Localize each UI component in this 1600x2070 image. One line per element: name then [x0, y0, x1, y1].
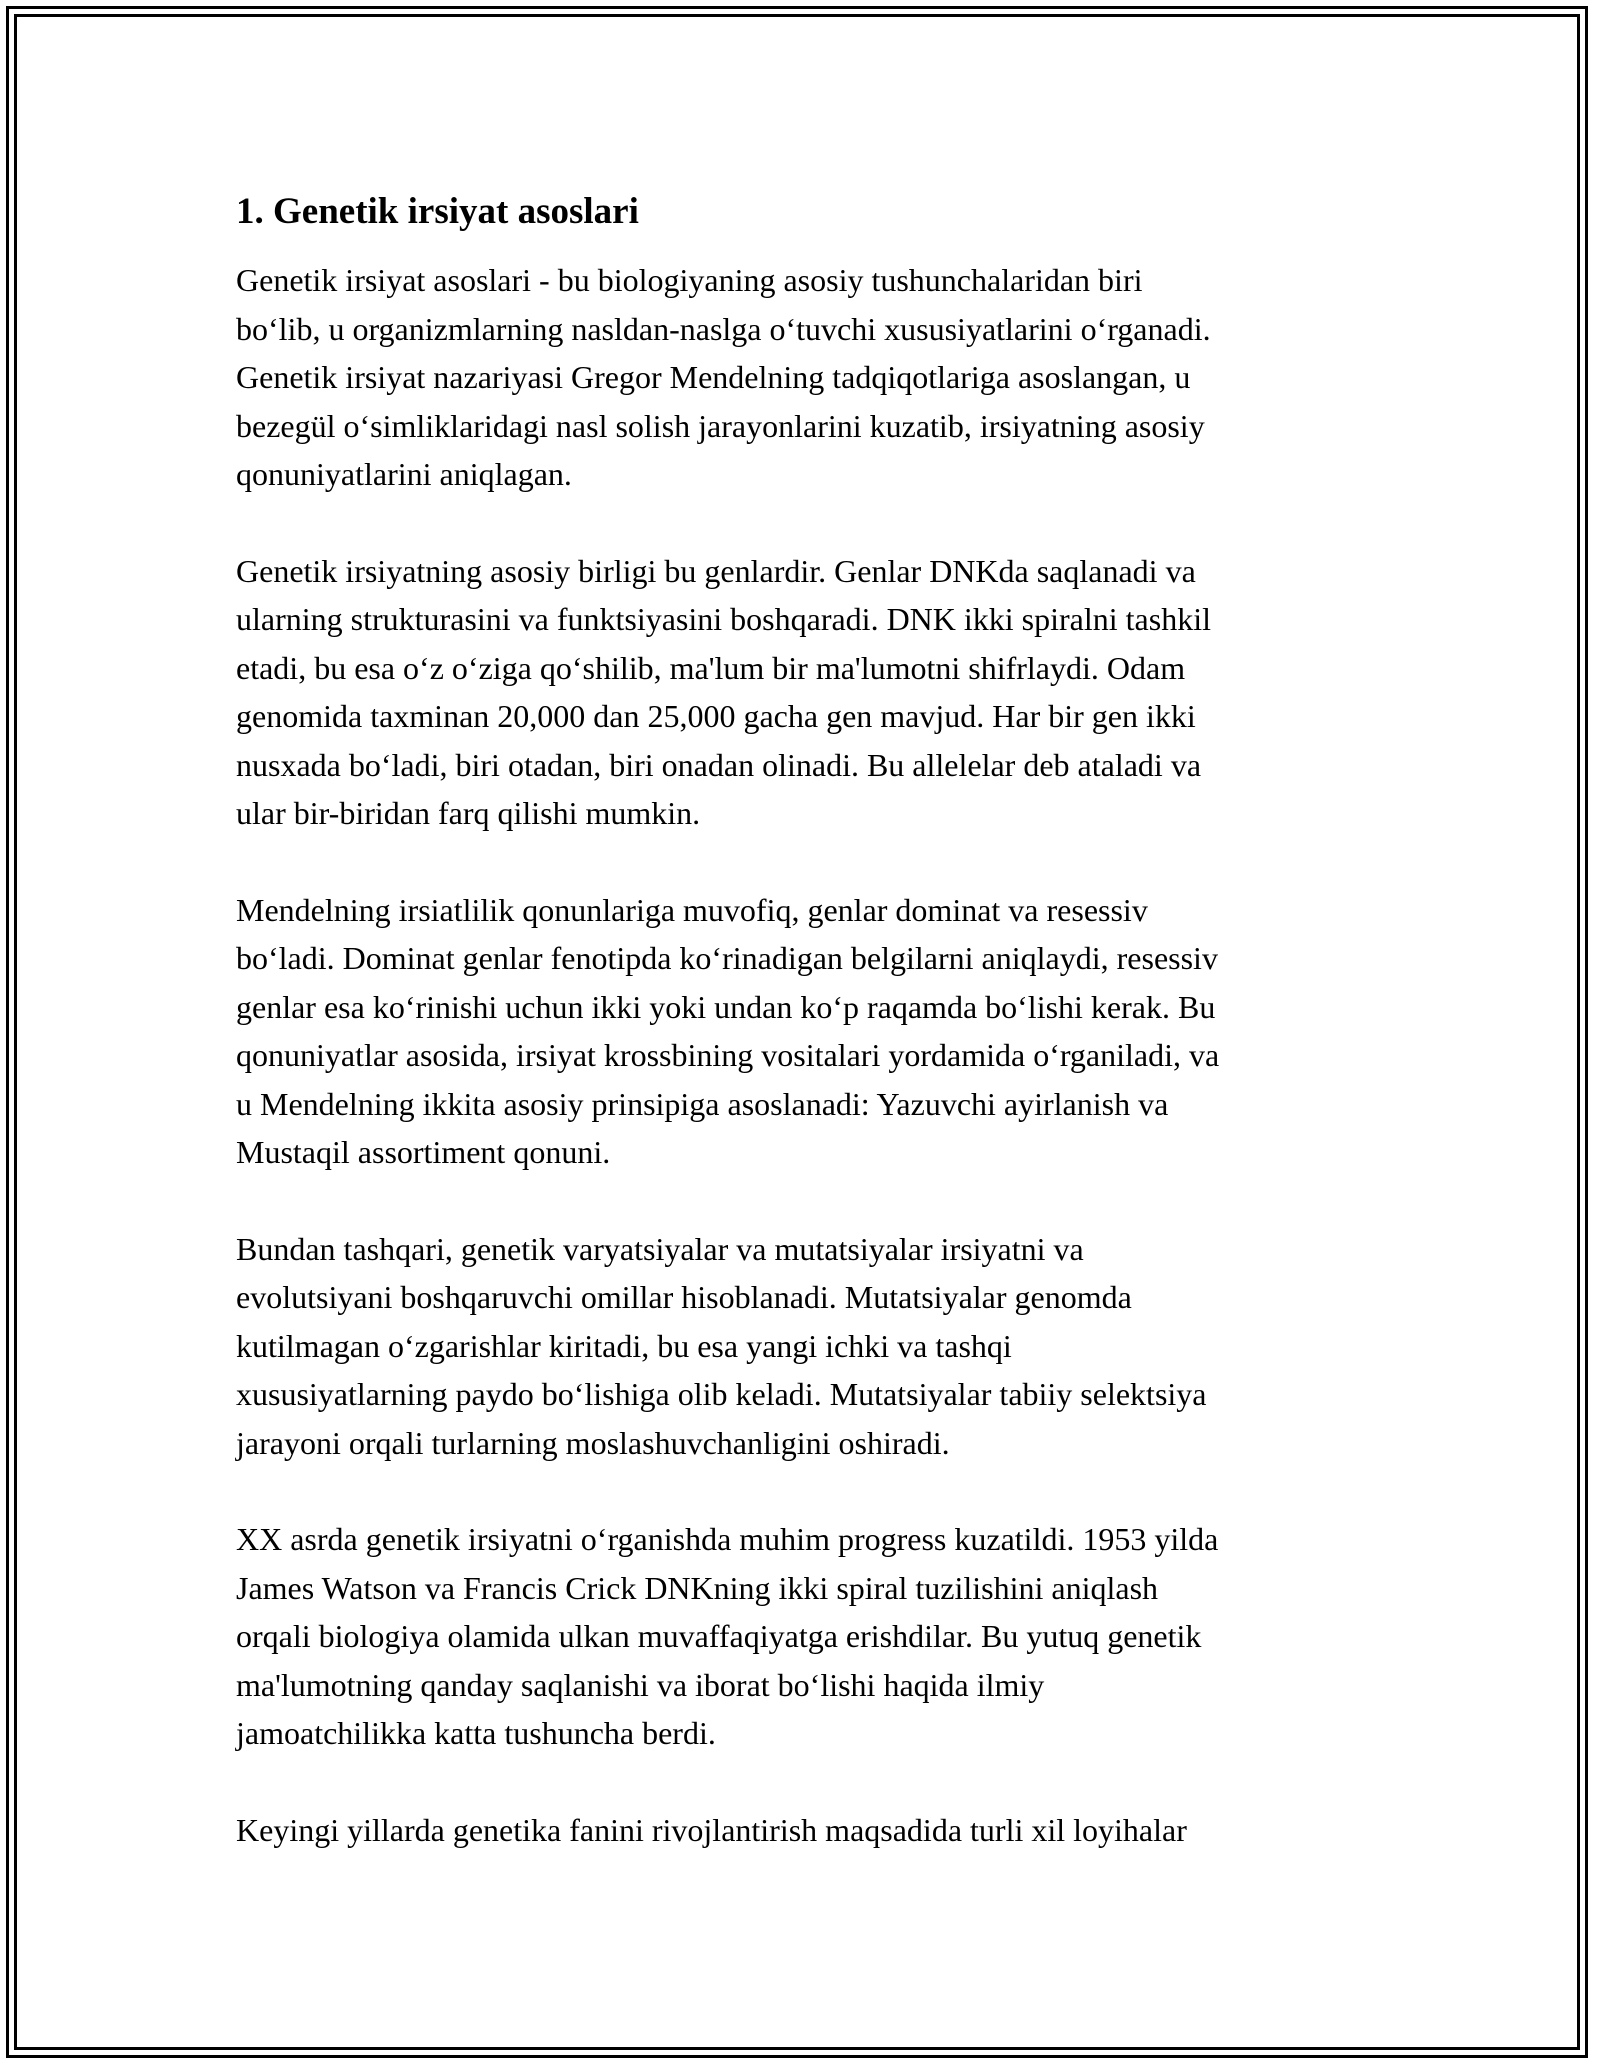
paragraph-line: Mustaqil assortiment qonuni. — [236, 1134, 611, 1170]
paragraph-line: Genetik irsiyat asoslari - bu biologiyaning asosiy tushunchalaridan biri — [236, 262, 1143, 298]
paragraph-line: James Watson va Francis Crick DNKning ikki spiral tuzilishini aniqlash — [236, 1569, 1159, 1606]
section-heading: 1. Genetik irsiyat asoslari — [236, 191, 639, 232]
paragraph-line: Bundan tashqari, genetik varyatsiyalar va mutatsiyalar irsiyatni va — [236, 1230, 1084, 1267]
body-paragraph — [236, 1806, 1376, 1855]
paragraph-line: nusxada boʻladi, biri otadan, biri onadan olinadi. Bu allelelar deb ataladi va — [236, 746, 1202, 783]
paragraph-line: genomida taxminan 20,000 dan 25,000 gacha gen mavjud. Har bir gen ikki — [236, 698, 1196, 734]
paragraph-line: evolutsiyani boshqaruvchi omillar hisoblanadi. Mutatsiyalar genomda — [236, 1279, 1132, 1315]
paragraph-line: ularning strukturasini va funktsiyasini boshqaradi. DNK ikki spiralni tashkil — [236, 601, 1211, 637]
body-paragraph — [236, 256, 1376, 499]
paragraph-line: qonuniyatlarini aniqlagan. — [236, 456, 572, 492]
body-paragraph — [236, 886, 1376, 1177]
body-paragraph — [236, 1515, 1376, 1758]
paragraph-line: etadi, bu esa oʻz oʻziga qoʻshilib, ma'lum bir ma'lumotni shifrlaydi. Odam — [236, 649, 1186, 686]
paragraph-line: kutilmagan oʻzgarishlar kiritadi, bu esa yangi ichki va tashqi — [236, 1327, 1012, 1364]
body-paragraph — [236, 1225, 1376, 1468]
paragraph-line: Genetik irsiyatning asosiy birligi bu genlardir. Genlar DNKda saqlanadi va — [236, 552, 1196, 589]
paragraph-list — [236, 256, 1376, 1854]
paragraph-line: boʻladi. Dominat genlar fenotipda koʻrinadigan belgilarni aniqlaydi, resessiv — [236, 940, 1218, 976]
paragraph-line: boʻlib, u organizmlarning nasldan-naslga oʻtuvchi xususiyatlarini oʻrganadi. — [236, 310, 1211, 347]
paragraph-line: jarayoni orqali turlarning moslashuvchanligini oshiradi. — [236, 1424, 950, 1461]
paragraph-line: ma'lumotning qanday saqlanishi va iborat boʻlishi haqida ilmiy — [236, 1666, 1045, 1703]
body-paragraph — [236, 547, 1376, 838]
paragraph-line: orqali biologiya olamida ulkan muvaffaqiyatga erishdilar. Bu yutuq genetik — [236, 1618, 1202, 1654]
paragraph-line: ular bir-biridan farq qilishi mumkin. — [236, 795, 701, 831]
paragraph-line: jamoatchilikka katta tushuncha berdi. — [236, 1715, 716, 1751]
paragraph-line: qonuniyatlar asosida, irsiyat krossbining vositalari yordamida oʻrganiladi, va — [236, 1037, 1220, 1073]
paragraph-line: Mendelning irsiatlilik qonunlariga muvofiq, genlar dominat va resessiv — [236, 891, 1148, 928]
paragraph-line: u Mendelning ikkita asosiy prinsipiga asoslanadi: Yazuvchi ayirlanish va — [236, 1085, 1169, 1122]
paragraph-line: Keyingi yillarda genetika fanini rivojlantirish maqsadida turli xil loyihalar — [236, 1811, 1187, 1848]
paragraph-line: bezegül oʻsimliklaridagi nasl solish jarayonlarini kuzatib, irsiyatning asosiy — [236, 407, 1205, 444]
paragraph-line: xususiyatlarning paydo boʻlishiga olib keladi. Mutatsiyalar tabiiy selektsiya — [236, 1376, 1207, 1412]
paragraph-line: XX asrda genetik irsiyatni oʻrganishda muhim progress kuzatildi. 1953 yilda — [236, 1521, 1219, 1557]
paragraph-line: Genetik irsiyat nazariyasi Gregor Mendelning tadqiqotlariga asoslangan, u — [236, 359, 1191, 395]
document-body — [236, 186, 1376, 1902]
paragraph-line: genlar esa koʻrinishi uchun ikki yoki undan koʻp raqamda boʻlishi kerak. Bu — [236, 988, 1216, 1025]
